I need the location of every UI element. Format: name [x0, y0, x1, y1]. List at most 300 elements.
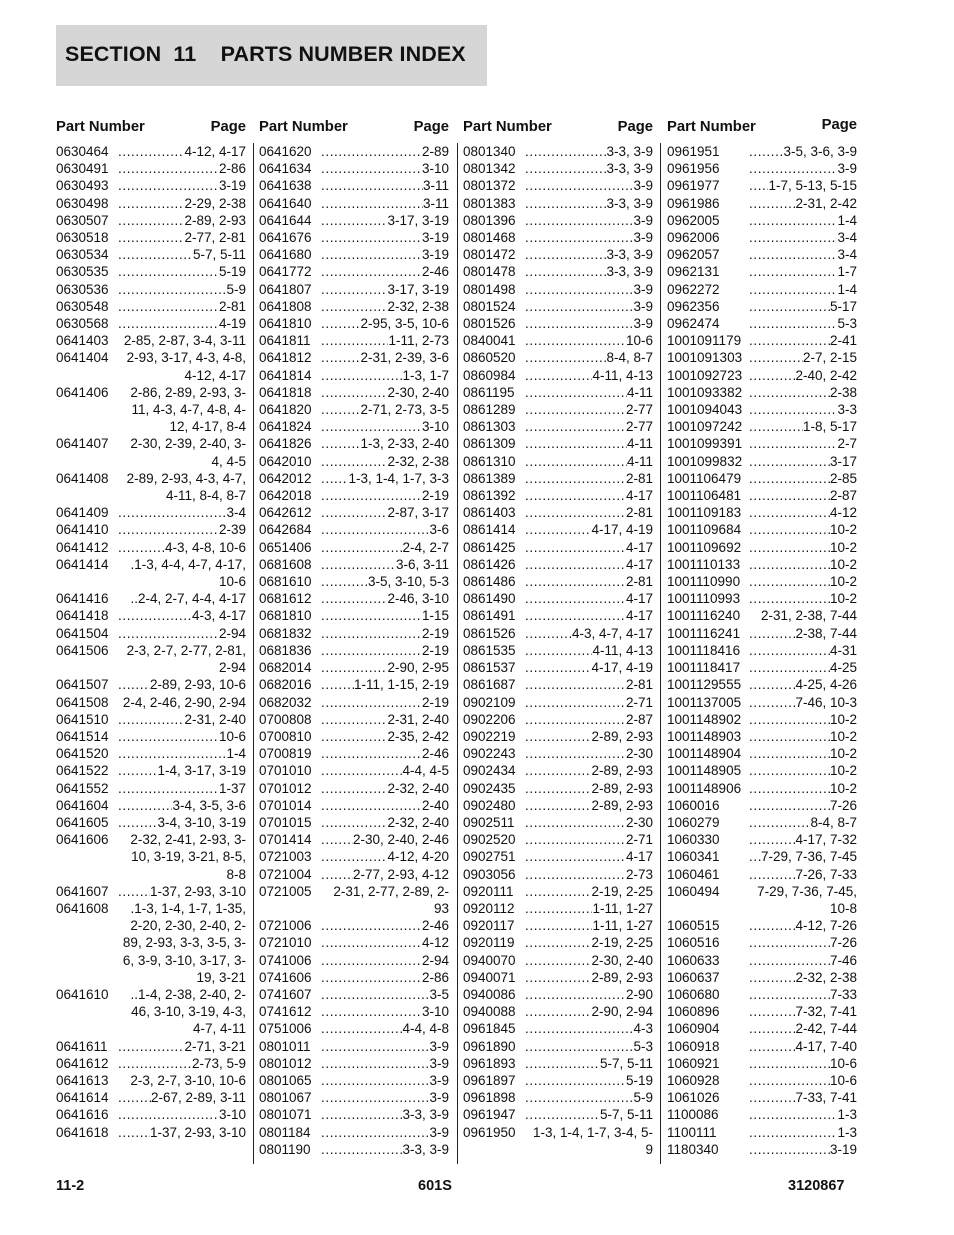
page-refs: 2-32, 2-41, 2-93, 3-10, 3-19, 3-21, 8-5, 8-8: [130, 832, 246, 882]
dot-leader: [525, 212, 633, 229]
dot-leader: [525, 917, 592, 934]
dot-leader: [321, 711, 387, 728]
part-number: 0701012: [259, 780, 312, 796]
index-entry: [56, 1055, 246, 1072]
index-entry: [667, 607, 857, 624]
page-refs-cell: [749, 1038, 857, 1055]
page-refs: 2-30: [625, 814, 653, 830]
part-number: 0641620: [259, 144, 312, 159]
part-number: 0801184: [259, 1124, 311, 1140]
page-refs-cell: [321, 642, 449, 659]
dot-leader: [118, 212, 184, 229]
page-refs-cell: [321, 246, 449, 263]
page-refs: 4-3: [633, 1021, 653, 1037]
page-refs: 3-3, 3-9: [606, 144, 653, 159]
index-entry: [56, 143, 246, 160]
part-number: 0902434: [463, 763, 516, 779]
part-number-heading: Part Number: [56, 119, 145, 135]
index-entry: [463, 1003, 653, 1020]
index-entry: [463, 384, 653, 401]
page-refs: 4-17, 7-40: [795, 1038, 857, 1054]
page-refs-cell: [321, 1106, 449, 1123]
index-entry: [463, 780, 653, 797]
index-entry: [667, 418, 857, 435]
index-entry: [56, 281, 246, 298]
dot-leader: [525, 659, 591, 676]
index-entry: [667, 1106, 857, 1123]
page-refs-cell: [749, 848, 857, 865]
part-number: 0641510: [56, 711, 109, 727]
page-refs: 3-9: [633, 316, 653, 332]
part-number: 0961947: [463, 1107, 516, 1123]
dot-leader: [525, 246, 606, 263]
page-refs-cell: [525, 453, 653, 470]
index-entry: [259, 1038, 449, 1055]
page-refs-cell: [321, 504, 449, 521]
index-entry: [56, 315, 246, 332]
dot-leader: [321, 367, 402, 384]
page-refs: 4-11, 4-13: [592, 367, 653, 383]
part-number: 0641644: [259, 212, 312, 228]
page-refs: 4-17, 4-19: [591, 660, 653, 676]
page-refs-cell: [321, 625, 449, 642]
index-entry: [463, 1038, 653, 1055]
index-entry: [259, 745, 449, 762]
part-number: 0641410: [56, 522, 109, 538]
dot-leader: [118, 607, 192, 624]
index-entry: [259, 590, 449, 607]
index-entry: [463, 556, 653, 573]
page-heading: Page: [617, 119, 653, 135]
dot-leader: [118, 1055, 192, 1072]
index-entry: [667, 642, 857, 659]
page-refs-cell: [321, 349, 449, 366]
index-entry: [56, 797, 246, 814]
dot-leader: [749, 1124, 837, 1141]
page-refs: ..2-4, 2-7, 4-4, 4-17: [130, 591, 246, 607]
page-refs-cell: [749, 539, 857, 556]
index-entry: [259, 177, 449, 194]
part-number: 0630548: [56, 298, 109, 314]
page-refs: 3-4, 3-10, 3-19: [157, 814, 246, 830]
dot-leader: [749, 1055, 830, 1072]
index-entry: [463, 281, 653, 298]
index-entry: [259, 780, 449, 797]
page-refs: 2-89, 2-93: [591, 969, 653, 985]
page-refs-cell: [321, 332, 449, 349]
page-refs: 10-2: [829, 746, 857, 762]
page-refs: 4-3, 4-17: [191, 608, 246, 624]
index-entry: [259, 521, 449, 538]
index-entry: [56, 384, 246, 436]
part-number: 0920111: [463, 883, 514, 899]
page-refs-cell: [525, 676, 653, 693]
page-refs-cell: [118, 745, 246, 762]
dot-leader: [321, 745, 422, 762]
dot-leader: [321, 1089, 429, 1106]
page-refs-cell: [749, 659, 857, 676]
part-number: 0630493: [56, 178, 109, 194]
page-refs: 10-6: [625, 333, 653, 349]
page-refs-cell: [749, 866, 857, 883]
page-refs: 7-26: [829, 935, 857, 951]
dot-leader: [749, 1089, 795, 1106]
page-refs: ..1-4, 2-38, 2-40, 2-46, 3-10, 3-19, 4-3, 4-7, 4-11: [130, 986, 246, 1037]
dot-leader: [749, 1141, 830, 1158]
part-number: 0641638: [259, 178, 312, 194]
index-entry: [667, 349, 857, 366]
part-number: 0641409: [56, 505, 109, 521]
dot-leader: [525, 780, 591, 797]
dot-leader: [321, 212, 387, 229]
page-refs: 3-10: [421, 1004, 449, 1020]
dot-leader: [321, 384, 387, 401]
part-number: 0641418: [56, 608, 109, 624]
index-entry: [463, 177, 653, 194]
index-entry: [259, 1020, 449, 1037]
page-refs-cell: [749, 453, 857, 470]
index-entry: [463, 797, 653, 814]
index-entry: [667, 762, 857, 779]
part-number: 0641412: [56, 539, 109, 555]
part-number: 1001118417: [667, 660, 741, 676]
index-entry: [667, 952, 857, 969]
part-number: 0861526: [463, 625, 516, 641]
page-refs: 3-4, 3-5, 3-6: [172, 797, 246, 813]
part-number: 0861392: [463, 488, 516, 504]
page-refs: 3-4: [837, 230, 857, 246]
dot-leader: [525, 453, 627, 470]
part-number: 0641604: [56, 797, 109, 813]
page-refs-cell: [321, 745, 449, 762]
page-refs: 2-31, 2-39, 3-6: [360, 350, 449, 366]
part-number: 0641506: [56, 642, 109, 658]
dot-leader: [118, 1038, 184, 1055]
part-number: 0641404: [56, 350, 109, 366]
page-refs: 3-9: [429, 1090, 449, 1106]
dot-leader: [118, 814, 157, 831]
page-refs: 2-31, 2-40: [184, 711, 246, 727]
dot-leader: [321, 866, 353, 883]
page-refs-cell: [321, 607, 449, 624]
page-refs: 2-7: [837, 436, 857, 452]
index-entry: [463, 263, 653, 280]
part-number: 1001106479: [667, 470, 742, 486]
page-refs-cell: [749, 642, 857, 659]
index-entry: [667, 814, 857, 831]
index-entry: [56, 212, 246, 229]
part-number: 0641812: [259, 350, 312, 366]
index-entry: [259, 263, 449, 280]
dot-leader: [525, 418, 626, 435]
part-number: 0861491: [463, 608, 516, 624]
page-refs: 3-3, 3-9: [402, 1107, 449, 1123]
part-number: 0861310: [463, 453, 516, 469]
part-number: 0801526: [463, 316, 516, 332]
page-refs-cell: [749, 1020, 857, 1037]
page-refs: 10-2: [829, 539, 857, 555]
part-number: 0860984: [463, 367, 516, 383]
index-entry: [667, 694, 857, 711]
index-entry: [56, 246, 246, 263]
index-entry: [667, 711, 857, 728]
page-refs: 2-46: [421, 918, 449, 934]
index-entry: [56, 1106, 246, 1123]
page-refs-cell: [118, 143, 246, 160]
part-number: 0642018: [259, 488, 312, 504]
index-entry: [667, 315, 857, 332]
part-number-heading: Part Number: [463, 119, 552, 135]
page-refs: 10-2: [829, 780, 857, 796]
page-refs: 5-9: [633, 1090, 653, 1106]
page-refs: 3-9: [633, 281, 653, 297]
page-refs-cell: [749, 143, 857, 160]
page-refs: 2-31, 2-40: [387, 711, 449, 727]
page-refs: 1-3, 2-33, 2-40: [360, 436, 449, 452]
page-refs-cell: [118, 177, 246, 194]
part-number: 0641522: [56, 763, 109, 779]
page-refs: 3-11: [422, 195, 449, 211]
dot-leader: [321, 315, 360, 332]
part-number: 0721004: [259, 866, 312, 882]
index-entry: [667, 1055, 857, 1072]
index-entry: [463, 521, 653, 538]
part-number: 1100111: [667, 1124, 717, 1140]
index-entry: [259, 143, 449, 160]
part-number: 1001099832: [667, 453, 743, 469]
page-refs: 2-71: [625, 832, 653, 848]
index-entry: [463, 607, 653, 624]
page-refs-cell: [118, 315, 246, 332]
page-refs: 5-17: [829, 298, 857, 314]
page-refs: 3-9: [837, 161, 857, 177]
page-refs-cell: [321, 952, 449, 969]
page-refs-cell: [525, 659, 653, 676]
index-entry: [463, 762, 653, 779]
part-number: 0962474: [667, 316, 720, 332]
page-refs-cell: [118, 728, 246, 745]
index-entry: [56, 332, 246, 349]
dot-leader: [118, 160, 219, 177]
column-divider: [457, 143, 458, 1164]
page-refs-cell: [749, 917, 857, 934]
dot-leader: [321, 797, 422, 814]
index-entry: [667, 229, 857, 246]
page-refs-cell: [749, 263, 857, 280]
page-refs: 1-37, 2-93, 3-10: [149, 883, 246, 899]
part-number: 0902520: [463, 832, 516, 848]
page-refs-cell: [525, 711, 653, 728]
page-refs-cell: [749, 986, 857, 1003]
dot-leader: [749, 367, 795, 384]
part-number: 0940071: [463, 969, 516, 985]
page-refs: 3-4: [837, 247, 857, 263]
part-number: 0961977: [667, 178, 720, 194]
index-entry: [259, 969, 449, 986]
dot-leader: [321, 814, 387, 831]
part-number: 0641605: [56, 814, 109, 830]
index-entry: [56, 539, 246, 556]
page-refs: 2-46: [421, 746, 449, 762]
dot-leader: [525, 1106, 600, 1123]
dot-leader: [525, 745, 626, 762]
index-entry: [259, 917, 449, 934]
page-refs-cell: [749, 160, 857, 177]
page-refs-cell: [118, 1038, 246, 1055]
index-entry: [56, 745, 246, 762]
page-refs-cell: [321, 263, 449, 280]
page-refs-cell: [749, 349, 857, 366]
page-refs: 4-3, 4-8, 10-6: [164, 539, 246, 555]
page-refs-cell: [749, 1055, 857, 1072]
part-number: 0641414: [56, 556, 109, 572]
index-entry: [259, 848, 449, 865]
dot-leader: [749, 694, 795, 711]
dot-leader: [749, 934, 830, 951]
page-refs-cell: [525, 917, 653, 934]
page-refs-cell: [321, 453, 449, 470]
dot-leader: [321, 607, 422, 624]
dot-leader: [525, 281, 633, 298]
page-refs: 8-4, 8-7: [810, 814, 857, 830]
index-entry: [259, 883, 449, 917]
index-entry: [667, 745, 857, 762]
page-refs-cell: [749, 694, 857, 711]
dot-leader: [749, 384, 830, 401]
dot-leader: [118, 246, 193, 263]
footer-model: 601S: [418, 1178, 452, 1194]
dot-leader: [525, 694, 626, 711]
index-entry: [259, 195, 449, 212]
page-refs-cell: [118, 504, 246, 521]
index-entry: [463, 573, 653, 590]
dot-leader: [321, 917, 422, 934]
index-entry: [463, 367, 653, 384]
index-entry: [463, 831, 653, 848]
page-refs-cell: [525, 625, 653, 642]
index-entry: [667, 246, 857, 263]
page-refs: 4-12: [829, 505, 857, 521]
part-number: 1001109183: [667, 505, 742, 521]
page-refs-cell: [118, 298, 246, 315]
page-refs: .1-3, 1-4, 1-7, 1-35, 2-20, 2-30, 2-40, 2-89, 2-93, 3-3, 3-5, 3-6, 3-9, 3-10, 3-17, 3-19, 3-21: [122, 900, 246, 985]
page-refs: 7-26, 7-33: [795, 866, 857, 882]
page-refs: 1-4: [837, 281, 857, 297]
part-number: 0801011: [259, 1038, 311, 1054]
page-refs-cell: [749, 298, 857, 315]
page-refs-cell: [525, 1106, 653, 1123]
page-refs-cell: [525, 263, 653, 280]
dot-leader: [321, 1141, 402, 1158]
page-refs-cell: [118, 539, 246, 556]
page-refs: 4-31: [829, 642, 857, 658]
page-refs: 10-6: [829, 1055, 857, 1071]
part-number: 0902243: [463, 746, 516, 762]
part-number: 0920112: [463, 900, 515, 916]
dot-leader: [749, 848, 761, 865]
dot-leader: [321, 349, 360, 366]
part-number: 0961950: [463, 1124, 516, 1140]
part-number: 0641820: [259, 402, 312, 418]
page-refs-cell: [525, 848, 653, 865]
page-refs-cell: [749, 711, 857, 728]
index-entry: [259, 866, 449, 883]
part-number-heading: Part Number: [259, 119, 348, 135]
part-number: 1060494: [667, 883, 720, 899]
page-refs-cell: [525, 1003, 653, 1020]
page-refs-cell: [749, 229, 857, 246]
part-number: 0801342: [463, 161, 516, 177]
dot-leader: [321, 281, 387, 298]
page-refs: 2-94: [218, 625, 246, 641]
page-refs: 3-17, 3-19: [387, 281, 449, 297]
index-entry: [56, 831, 246, 883]
column-divider: [660, 143, 661, 1164]
dot-leader: [525, 590, 626, 607]
page-refs-cell: [118, 160, 246, 177]
index-entry: [463, 745, 653, 762]
page-refs: 3-9: [633, 178, 653, 194]
section-title: SECTION 11 PARTS NUMBER INDEX: [65, 42, 466, 66]
index-entry: [56, 470, 246, 504]
part-number: 0962057: [667, 247, 720, 263]
dot-leader: [749, 315, 837, 332]
dot-leader: [321, 229, 422, 246]
page-refs-cell: [118, 797, 246, 814]
part-number: 0721010: [259, 935, 312, 951]
index-entry: [463, 1106, 653, 1123]
dot-leader: [525, 229, 633, 246]
page-refs: 2-73, 5-9: [191, 1055, 246, 1071]
part-number: 0630507: [56, 212, 109, 228]
part-number: 1060461: [667, 866, 720, 882]
page-refs-cell: [749, 281, 857, 298]
index-entry: [259, 315, 449, 332]
page-refs: 3-10: [421, 419, 449, 435]
part-number: 1060341: [667, 849, 720, 865]
page-refs-cell: [118, 229, 246, 246]
column-header: [463, 119, 653, 141]
part-number: 0701015: [259, 814, 312, 830]
index-entry: [667, 917, 857, 934]
part-number: 0641634: [259, 161, 312, 177]
part-number: 0641640: [259, 195, 312, 211]
page-refs: 2-19, 2-25: [591, 935, 653, 951]
index-entry: [463, 676, 653, 693]
page-refs: 2-32, 2-40: [387, 780, 449, 796]
page-refs-cell: [321, 848, 449, 865]
index-entry: [259, 1072, 449, 1089]
page-refs-cell: [321, 195, 449, 212]
page-refs-cell: [321, 281, 449, 298]
index-entry: [56, 814, 246, 831]
page-refs: 2-71, 3-21: [184, 1038, 246, 1054]
dot-leader: [749, 349, 803, 366]
part-number: 0681836: [259, 642, 312, 658]
index-entry: [463, 952, 653, 969]
part-number: 1001116241: [667, 625, 741, 641]
part-number: 0940086: [463, 986, 516, 1002]
page-refs-cell: [525, 952, 653, 969]
page-refs: 2-30, 2-40, 2-46: [352, 832, 449, 848]
page-refs-cell: [118, 814, 246, 831]
dot-leader: [525, 625, 572, 642]
page-refs: 4-11, 4-13: [592, 642, 653, 658]
dot-leader: [118, 504, 226, 521]
part-number: 0630534: [56, 247, 109, 263]
page-refs-cell: [321, 298, 449, 315]
page-refs: 4-12, 7-26: [795, 918, 857, 934]
